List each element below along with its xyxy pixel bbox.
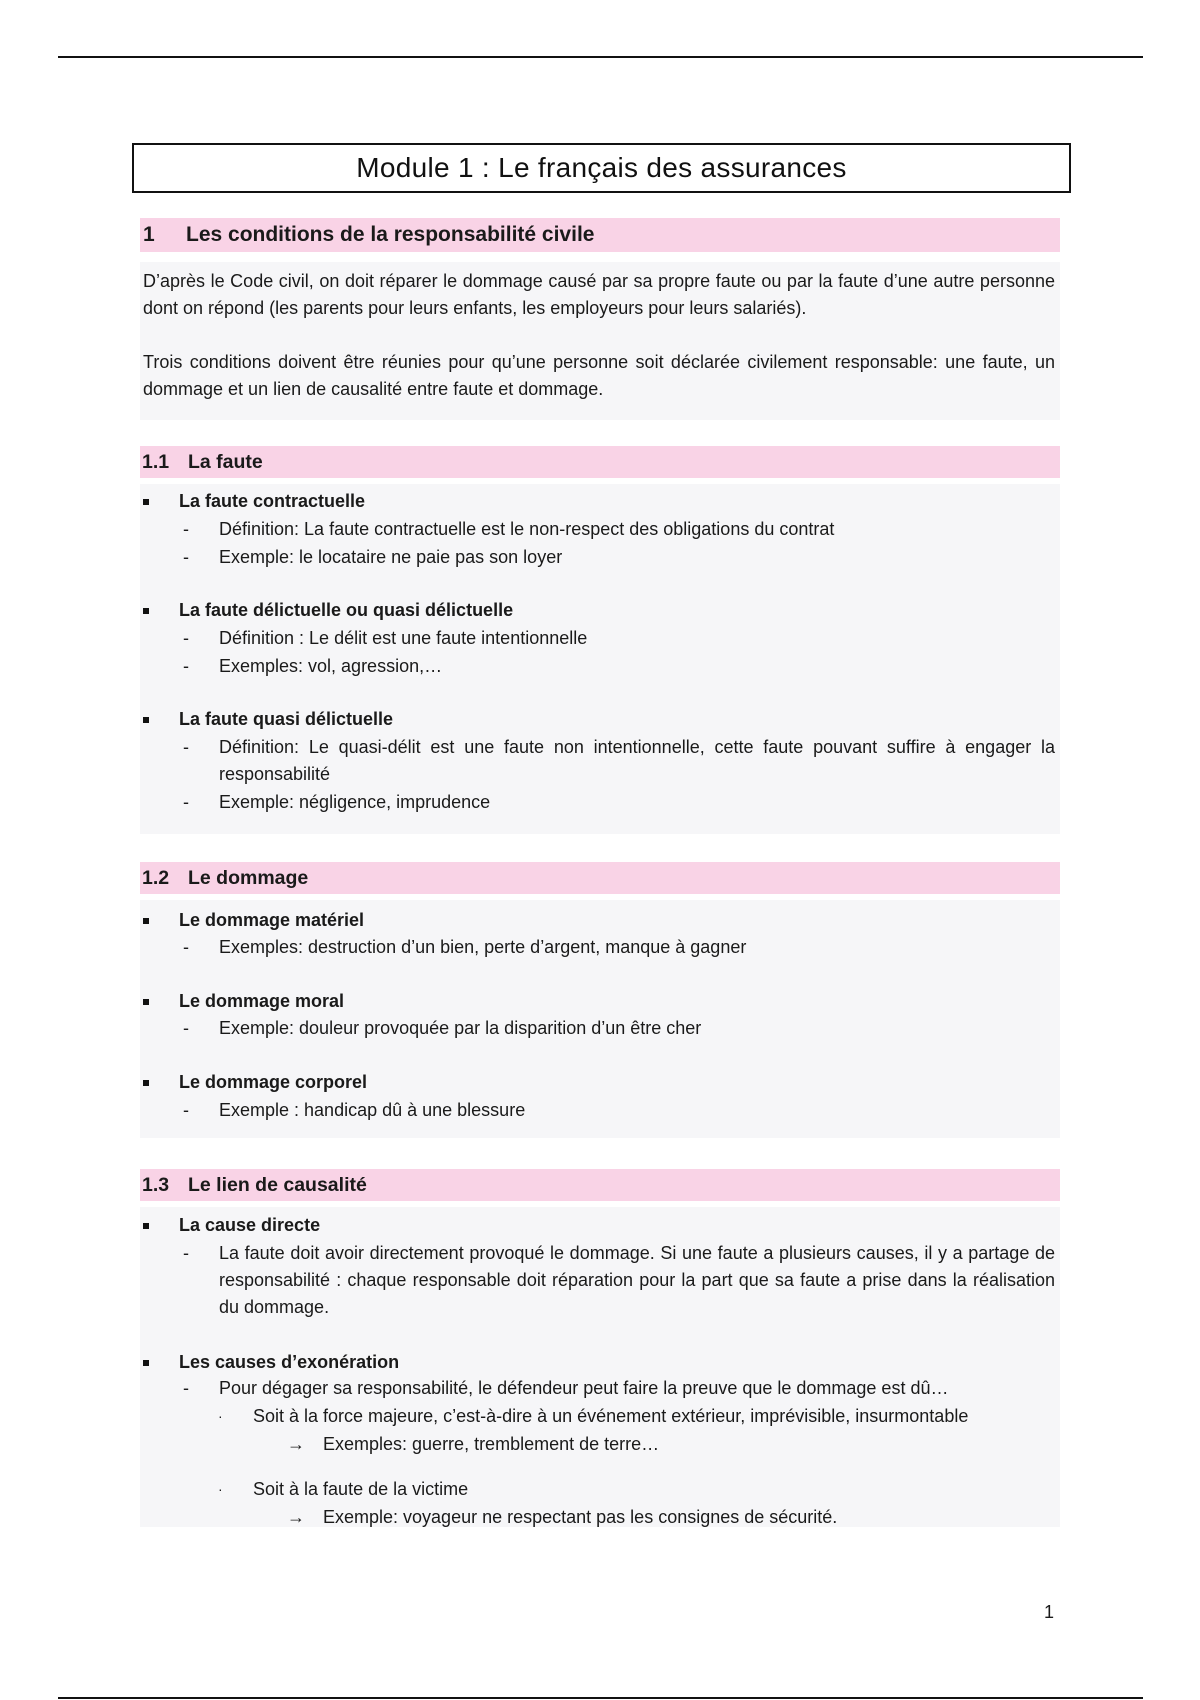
bullet-square [143, 1360, 149, 1366]
dash-mark: - [183, 1018, 189, 1038]
subsubitem-text: Soit à la faute de la victime [253, 1479, 469, 1499]
small-bullet: · [218, 1408, 223, 1424]
item-label: Le dommage corporel [179, 1072, 368, 1092]
subitem-text: La faute doit avoir directement provoqué le dommage. Si une faute a plusieurs causes, il y a partage de responsabilité : chaque responsable doit réparation pour la part que sa faute a prise dans la réalisation du dommage. [219, 1243, 1055, 1317]
header-rule [58, 56, 1143, 58]
section-title: Le dommage [188, 866, 309, 889]
example-line [287, 1504, 837, 1531]
subsubitem-text: Soit à la force majeure, c’est-à-dire à un événement extérieur, imprévisible, insurmontable [253, 1406, 969, 1426]
item-label: Le dommage matériel [179, 910, 365, 930]
example-text: Exemple: voyageur ne respectant pas les consignes de sécurité. [323, 1507, 838, 1527]
bullet-square [143, 999, 149, 1005]
dash-mark: - [183, 1100, 189, 1120]
item-label: La faute quasi délictuelle [179, 709, 394, 729]
item-label: Les causes d’exonération [179, 1352, 400, 1372]
arrow-icon: → [287, 1507, 305, 1527]
dash-mark: - [183, 792, 189, 812]
section-title: La faute [188, 450, 263, 473]
dash-mark: - [183, 937, 189, 957]
dash-mark: - [183, 656, 189, 676]
section-1-2-heading [140, 862, 1060, 894]
bullet-square [143, 918, 149, 924]
dash-mark: - [183, 1243, 189, 1263]
intro-paragraph-1: D’après le Code civil, on doit réparer le dommage causé par sa propre faute ou par la faute d’une autre personne dont on répond (les parents pour leurs enfants, les employeurs pour leurs salariés). [143, 271, 1055, 318]
section-number: 1.2 [142, 866, 170, 889]
example-line [287, 1431, 659, 1458]
section-title: Le lien de causalité [188, 1173, 367, 1196]
section-1-heading [140, 218, 1060, 252]
subitem-text: Exemple: douleur provoquée par la disparition d’un être cher [219, 1018, 702, 1038]
bullet-square [143, 608, 149, 614]
section-title: Les conditions de la responsabilité civile [186, 223, 595, 246]
subitem-text: Définition : Le délit est une faute intentionnelle [219, 628, 588, 648]
small-bullet: · [218, 1481, 223, 1497]
page-title: Module 1 : Le français des assurances [132, 143, 1071, 193]
subitem-text: Pour dégager sa responsabilité, le défendeur peut faire la preuve que le dommage est dû… [219, 1378, 949, 1398]
subitem-text: Exemple: négligence, imprudence [219, 792, 491, 812]
subitem-text: Exemples: vol, agression,… [219, 656, 443, 676]
dash-mark: - [183, 737, 189, 757]
subitem-text: Définition: Le quasi-délit est une faute non intentionnelle, cette faute pouvant suffire à engager la responsabilité [219, 737, 1055, 784]
section-1-3-heading [140, 1169, 1060, 1201]
bullet-square [143, 717, 149, 723]
dash-mark: - [183, 1378, 189, 1398]
dash-mark: - [183, 519, 189, 539]
subitem-text: Exemple : handicap dû à une blessure [219, 1100, 526, 1120]
dash-mark: - [183, 547, 189, 567]
page-number: 1 [1044, 1602, 1055, 1622]
dash-mark: - [183, 628, 189, 648]
item-label: La cause directe [179, 1215, 321, 1235]
section-number: 1.1 [142, 450, 170, 473]
footer-rule [58, 1697, 1143, 1699]
item-label: La faute contractuelle [179, 491, 366, 511]
item-label: Le dommage moral [179, 991, 345, 1011]
bullet-square [143, 499, 149, 505]
example-text: Exemples: guerre, tremblement de terre… [323, 1434, 660, 1454]
intro-paragraph-2: Trois conditions doivent être réunies pour qu’une personne soit déclarée civilement responsable: une faute, un dommage et un lien de causalité entre faute et dommage. [143, 352, 1055, 399]
item-label: La faute délictuelle ou quasi délictuelle [179, 600, 514, 620]
arrow-icon: → [287, 1434, 305, 1454]
section-1-1-heading [140, 446, 1060, 478]
section-number: 1 [143, 223, 155, 246]
subitem-text: Exemples: destruction d’un bien, perte d’argent, manque à gagner [219, 937, 747, 957]
bullet-square [143, 1080, 149, 1086]
subitem-text: Exemple: le locataire ne paie pas son loyer [219, 547, 563, 567]
bullet-square [143, 1223, 149, 1229]
section-number: 1.3 [142, 1173, 170, 1196]
subitem-text: Définition: La faute contractuelle est le non-respect des obligations du contrat [219, 519, 835, 539]
